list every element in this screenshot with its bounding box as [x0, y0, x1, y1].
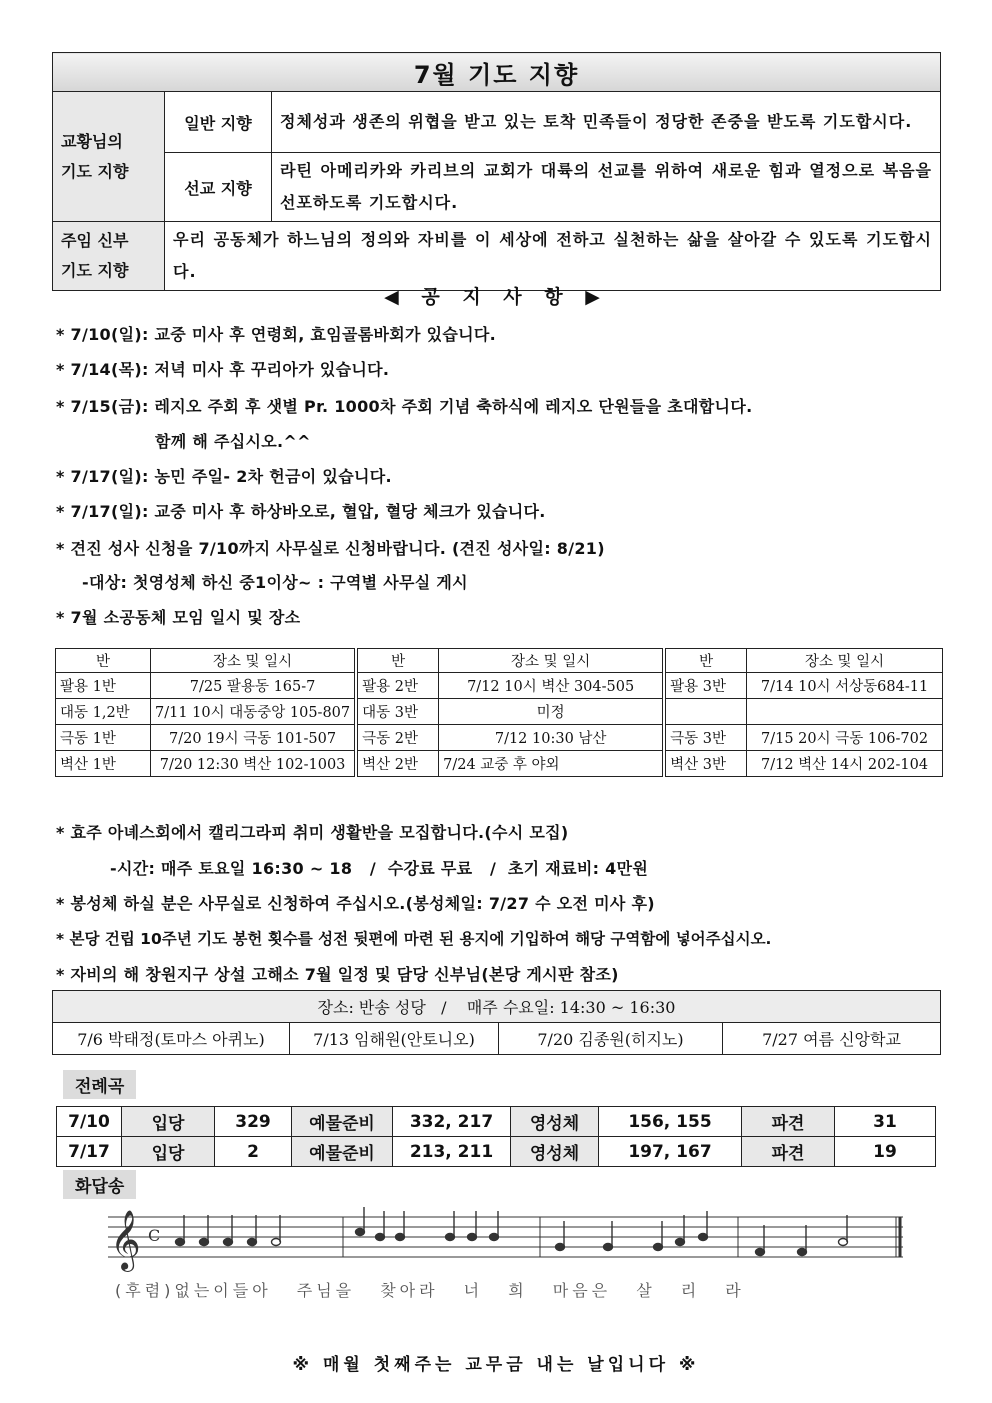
treble-clef-icon: 𝄞 — [110, 1210, 141, 1270]
table-row: 7/17 입당 2 예물준비 213, 211 영성체 197, 167 파견 19 — [57, 1137, 936, 1167]
notice-item: * 자비의 해 창원지구 상설 고해소 7월 일정 및 담당 신부님(본당 게시판 참조) — [56, 965, 619, 984]
notice-item: * 7/15(금): 레지오 주회 후 샛별 Pr. 1000차 주회 기념 축하식에 레지오 단원들을 초대합니다. — [56, 397, 753, 416]
notice-item: * 효주 아녜스회에서 캘리그라피 취미 생활반을 모집합니다.(수시 모집) — [56, 823, 569, 842]
table-row: 벽산 1반 7/20 12:30 벽산 102-1003 벽산 2반 7/24 교중 후 야외 벽산 3반 7/12 벽산 14시 202-104 — [56, 751, 943, 777]
hymns-table — [56, 1106, 936, 1167]
prayer-title: 7월 기도 지향 — [53, 53, 941, 92]
left-triangle-icon: ◀ — [384, 286, 407, 308]
music-staff — [108, 1197, 908, 1277]
psalm-lyrics: (후렴)없는이들아 주님을 찾아라 너 희 마음은 살 리 라 — [115, 1281, 745, 1300]
mission-intention-label: 선교 지향 — [165, 153, 272, 222]
table-row: 7/10 입당 329 예물준비 332, 217 영성체 156, 155 파견 31 — [57, 1107, 936, 1137]
header-ban: 반 — [56, 649, 151, 673]
notice-item: -대상: 첫영성체 하신 중1이상~ : 구역별 사무실 게시 — [82, 573, 468, 592]
pope-intention-label: 교황님의 기도 지향 — [53, 92, 165, 222]
notice-item: -시간: 매주 토요일 16:30 ~ 18 / 수강료 무료 / 초기 재료비: 4만원 — [110, 859, 649, 878]
footer-notice: ※ 매월 첫째주는 교무금 내는 날입니다 ※ — [292, 1355, 700, 1375]
table-row: 7/6 박태정(토마스 아퀴노) 7/13 임해원(안토니오) 7/20 김종원(히지노) 7/27 여름 신앙학교 — [53, 1023, 941, 1055]
header-place: 장소 및 일시 — [747, 649, 943, 673]
notice-item: * 7/14(목): 저녁 미사 후 꾸리아가 있습니다. — [56, 360, 390, 379]
notice-item: * 7/10(일): 교중 미사 후 연령회, 효임골롬바회가 있습니다. — [56, 325, 497, 344]
header-ban: 반 — [666, 649, 747, 673]
header-place: 장소 및 일시 — [439, 649, 663, 673]
notice-item: * 봉성체 하실 분은 사무실로 신청하여 주십시오.(봉성체일: 7/27 수 오전 미사 후) — [56, 894, 655, 913]
pastor-intention-label: 주임 신부 기도 지향 — [53, 222, 165, 291]
notice-item: * 7월 소공동체 모임 일시 및 장소 — [56, 608, 301, 627]
general-intention-text: 정체성과 생존의 위협을 받고 있는 토착 민족들이 정당한 존중을 받도록 기도합시다. — [272, 92, 941, 153]
notice-item: * 7/17(일): 농민 주일- 2차 헌금이 있습니다. — [56, 467, 392, 486]
notice-item: * 견진 성사 신청을 7/10까지 사무실로 신청바랍니다. (견진 성사일: 8/21) — [56, 539, 605, 558]
prayer-intentions-table — [52, 52, 941, 291]
notice-item: 함께 해 주십시오.^^ — [155, 432, 311, 451]
psalm-tag: 화답송 — [63, 1170, 136, 1199]
table-row: 팔용 1반 7/25 팔용동 165-7 팔용 2반 7/12 10시 벽산 304-505 팔용 3반 7/14 10시 서상동684-11 — [56, 673, 943, 699]
mission-intention-text: 라틴 아메리카와 카리브의 교회가 대륙의 선교를 위하여 새로운 힘과 열정으로 복음을 선포하도록 기도합시다. — [272, 153, 941, 222]
table-row: 대동 1,2반 7/11 10시 대동중앙 105-807 대동 3반 미정 — [56, 699, 943, 725]
table-row: 극동 1반 7/20 19시 극동 101-507 극동 2반 7/12 10:30 남산 극동 3반 7/15 20시 극동 106-702 — [56, 725, 943, 751]
music-notes — [176, 1207, 848, 1256]
confession-place: 장소: 반송 성당 / 매주 수요일: 14:30 ~ 16:30 — [53, 991, 941, 1023]
time-signature-icon: C — [148, 1226, 161, 1245]
notice-title: ◀ 공 지 사 항 ▶ — [384, 286, 608, 308]
hymns-tag: 전례곡 — [63, 1070, 136, 1099]
notice-item: * 본당 건립 10주년 기도 봉헌 횟수를 성전 뒷편에 마련 된 용지에 기입하여 해당 구역함에 넣어주십시오. — [56, 930, 772, 948]
confession-schedule-table — [52, 990, 941, 1055]
notice-item: * 7/17(일): 교중 미사 후 하상바오로, 혈압, 혈당 체크가 있습니다. — [56, 502, 546, 521]
header-place: 장소 및 일시 — [151, 649, 355, 673]
right-triangle-icon: ▶ — [585, 286, 608, 308]
community-meeting-table — [55, 648, 943, 777]
general-intention-label: 일반 지향 — [165, 92, 272, 153]
header-ban: 반 — [358, 649, 439, 673]
pastor-intention-text: 우리 공동체가 하느님의 정의와 자비를 이 세상에 전하고 실천하는 삶을 살아갈 수 있도록 기도합시다. — [165, 222, 941, 291]
